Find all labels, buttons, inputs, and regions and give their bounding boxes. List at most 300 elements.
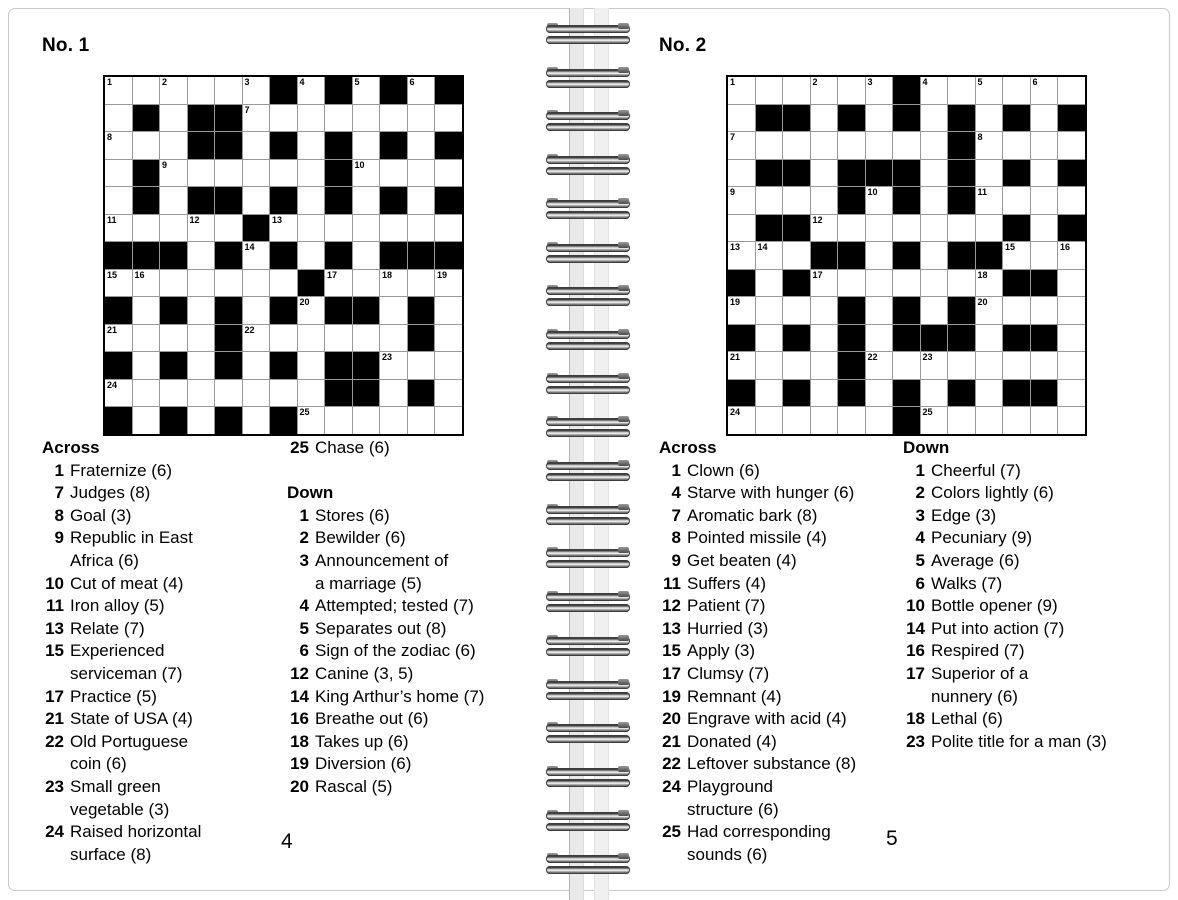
grid-cell[interactable]	[325, 325, 352, 352]
grid-cell[interactable]	[380, 380, 407, 407]
grid-cell[interactable]	[188, 407, 215, 434]
grid-cell[interactable]	[353, 215, 380, 242]
grid-cell[interactable]	[1058, 132, 1085, 159]
grid-cell[interactable]	[1031, 215, 1058, 242]
grid-cell[interactable]	[1058, 407, 1085, 434]
grid-cell[interactable]	[756, 352, 783, 379]
grid-cell[interactable]	[188, 215, 215, 242]
grid-cell[interactable]	[188, 270, 215, 297]
grid-cell[interactable]	[298, 325, 325, 352]
cell-number: 4	[922, 77, 928, 87]
grid-cell[interactable]	[976, 187, 1003, 214]
grid-cell[interactable]	[1058, 380, 1085, 407]
grid-cell[interactable]	[380, 407, 407, 434]
grid-cell[interactable]	[783, 77, 810, 104]
grid-cell[interactable]	[728, 407, 755, 434]
clue-item	[659, 505, 856, 528]
grid-cell-black	[948, 297, 975, 324]
grid-cell[interactable]	[435, 325, 462, 352]
grid-cell[interactable]	[380, 160, 407, 187]
grid-cell[interactable]	[756, 187, 783, 214]
grid-cell[interactable]	[408, 270, 435, 297]
clue-text: Announcement of a marriage (5)	[315, 550, 449, 593]
grid-cell[interactable]	[408, 187, 435, 214]
grid-cell[interactable]	[866, 380, 893, 407]
cell-number: 16	[134, 269, 145, 280]
grid-cell[interactable]	[188, 77, 215, 104]
grid-cell[interactable]	[435, 215, 462, 242]
grid-cell[interactable]	[811, 132, 838, 159]
grid-cell-black	[215, 297, 242, 324]
grid-cell[interactable]	[133, 77, 160, 104]
grid-cell[interactable]	[1031, 407, 1058, 434]
grid-cell[interactable]	[866, 270, 893, 297]
grid-cell[interactable]	[976, 297, 1003, 324]
grid-cell[interactable]	[105, 215, 132, 242]
grid-cell[interactable]	[866, 297, 893, 324]
grid-cell[interactable]	[756, 132, 783, 159]
grid-cell[interactable]	[783, 187, 810, 214]
coil-bar	[546, 244, 630, 252]
grid-cell-black	[1003, 105, 1030, 132]
clue-item	[287, 527, 484, 550]
grid-cell[interactable]	[133, 407, 160, 434]
grid-cell[interactable]	[353, 242, 380, 269]
grid-cell[interactable]	[215, 160, 242, 187]
grid-cell[interactable]	[298, 242, 325, 269]
grid-cell[interactable]	[243, 160, 270, 187]
cell-number: 1	[730, 77, 736, 87]
grid-cell[interactable]	[1058, 187, 1085, 214]
grid-cell[interactable]	[1031, 160, 1058, 187]
grid-cell[interactable]	[298, 160, 325, 187]
grid-cell[interactable]	[160, 215, 187, 242]
grid-cell-black	[435, 187, 462, 214]
grid-cell[interactable]	[976, 215, 1003, 242]
grid-cell[interactable]	[948, 352, 975, 379]
clue-column-right-across	[659, 437, 856, 866]
grid-cell[interactable]	[866, 352, 893, 379]
grid-cell[interactable]	[133, 380, 160, 407]
grid-cell[interactable]	[380, 352, 407, 379]
grid-cell[interactable]	[811, 325, 838, 352]
clue-text: Apply (3)	[687, 641, 756, 661]
spiral-coil	[546, 112, 630, 131]
grid-cell[interactable]	[976, 132, 1003, 159]
grid-cell[interactable]	[105, 160, 132, 187]
clue-item	[659, 573, 856, 596]
grid-cell[interactable]	[435, 160, 462, 187]
grid-cell[interactable]	[353, 160, 380, 187]
grid-cell[interactable]	[893, 215, 920, 242]
grid-cell[interactable]	[728, 160, 755, 187]
grid-cell[interactable]	[921, 297, 948, 324]
grid-cell[interactable]	[160, 160, 187, 187]
grid-cell[interactable]	[1058, 242, 1085, 269]
clue-number: 5	[915, 550, 925, 570]
grid-cell[interactable]	[783, 297, 810, 324]
grid-cell[interactable]	[728, 297, 755, 324]
grid-cell-black	[728, 325, 755, 352]
grid-cell[interactable]	[105, 77, 132, 104]
grid-cell[interactable]	[1003, 187, 1030, 214]
cell-number: 9	[162, 159, 168, 170]
grid-cell[interactable]	[353, 325, 380, 352]
grid-cell[interactable]	[728, 105, 755, 132]
grid-cell[interactable]	[1031, 352, 1058, 379]
grid-cell[interactable]	[948, 77, 975, 104]
grid-cell[interactable]	[298, 352, 325, 379]
clue-item	[287, 437, 484, 460]
grid-cell[interactable]	[811, 407, 838, 434]
grid-cell[interactable]	[408, 407, 435, 434]
grid-cell[interactable]	[408, 352, 435, 379]
grid-cell-black	[325, 132, 352, 159]
coil-bar	[546, 287, 630, 295]
grid-cell[interactable]	[133, 352, 160, 379]
grid-cell[interactable]	[811, 160, 838, 187]
clue-number: 13	[662, 618, 681, 638]
grid-cell[interactable]	[838, 270, 865, 297]
grid-cell[interactable]	[380, 270, 407, 297]
grid-cell[interactable]	[838, 215, 865, 242]
grid-cell[interactable]	[1031, 105, 1058, 132]
grid-cell[interactable]	[976, 380, 1003, 407]
grid-cell[interactable]	[160, 187, 187, 214]
grid-cell[interactable]	[435, 270, 462, 297]
grid-cell[interactable]	[435, 105, 462, 132]
cell-number: 13	[272, 214, 283, 225]
grid-cell-black	[1058, 160, 1085, 187]
grid-cell[interactable]	[976, 77, 1003, 104]
grid-cell[interactable]	[188, 160, 215, 187]
clue-item	[659, 482, 856, 505]
grid-cell[interactable]	[1058, 270, 1085, 297]
grid-cell[interactable]	[270, 105, 297, 132]
grid-cell[interactable]	[105, 105, 132, 132]
grid-cell[interactable]	[1058, 325, 1085, 352]
grid-cell[interactable]	[811, 105, 838, 132]
grid-cell[interactable]	[866, 132, 893, 159]
grid-cell[interactable]	[325, 215, 352, 242]
grid-cell[interactable]	[380, 297, 407, 324]
grid-cell[interactable]	[756, 297, 783, 324]
cell-number: 20	[977, 297, 988, 307]
grid-cell[interactable]	[866, 77, 893, 104]
grid-cell-black	[783, 380, 810, 407]
grid-cell[interactable]	[811, 297, 838, 324]
grid-cell[interactable]	[976, 325, 1003, 352]
clue-text: Fraternize (6)	[70, 460, 173, 480]
grid-cell[interactable]	[270, 160, 297, 187]
grid-cell[interactable]	[893, 270, 920, 297]
grid-cell[interactable]	[353, 132, 380, 159]
grid-cell[interactable]	[728, 242, 755, 269]
grid-cell[interactable]	[408, 215, 435, 242]
grid-cell[interactable]	[243, 105, 270, 132]
clue-text: Aromatic bark (8)	[687, 505, 818, 525]
grid-cell[interactable]	[811, 215, 838, 242]
spiral-coil	[546, 593, 630, 612]
grid-cell[interactable]	[105, 270, 132, 297]
grid-cell[interactable]	[325, 407, 352, 434]
grid-cell[interactable]	[298, 105, 325, 132]
clue-text: Remnant (4)	[687, 686, 782, 706]
grid-cell[interactable]	[215, 215, 242, 242]
clue-text: Colors lightly (6)	[931, 483, 1054, 503]
grid-cell-black	[948, 187, 975, 214]
grid-cell[interactable]	[243, 132, 270, 159]
grid-cell[interactable]	[298, 77, 325, 104]
grid-cell[interactable]	[243, 325, 270, 352]
spiral-coil	[546, 25, 630, 44]
grid-cell[interactable]	[756, 325, 783, 352]
coil-bar	[546, 36, 630, 44]
grid-cell[interactable]	[270, 325, 297, 352]
cell-number: 7	[730, 132, 736, 142]
coil-bar	[546, 200, 630, 208]
grid-cell[interactable]	[160, 325, 187, 352]
grid-cell[interactable]	[1031, 187, 1058, 214]
grid-cell[interactable]	[133, 215, 160, 242]
grid-cell[interactable]	[921, 352, 948, 379]
grid-cell[interactable]	[160, 77, 187, 104]
grid-cell[interactable]	[728, 187, 755, 214]
grid-cell[interactable]	[105, 380, 132, 407]
grid-cell[interactable]	[435, 407, 462, 434]
grid-cell[interactable]	[1058, 77, 1085, 104]
grid-cell[interactable]	[838, 132, 865, 159]
clue-item	[903, 482, 1107, 505]
grid-cell-black	[133, 242, 160, 269]
grid-cell[interactable]	[921, 105, 948, 132]
grid-cell[interactable]	[353, 105, 380, 132]
grid-cell[interactable]	[270, 380, 297, 407]
cell-number: 16	[1060, 242, 1071, 252]
clue-number: 23	[906, 731, 925, 751]
grid-cell[interactable]	[160, 105, 187, 132]
grid-cell[interactable]	[921, 270, 948, 297]
grid-cell[interactable]	[215, 270, 242, 297]
grid-cell[interactable]	[298, 297, 325, 324]
grid-cell[interactable]	[921, 242, 948, 269]
grid-cell[interactable]	[976, 352, 1003, 379]
grid-cell[interactable]	[435, 297, 462, 324]
clue-number: 21	[662, 731, 681, 751]
clue-number: 1	[54, 460, 64, 480]
grid-cell[interactable]	[756, 407, 783, 434]
clue-item	[287, 663, 484, 686]
clue-number: 14	[290, 686, 309, 706]
grid-cell-black	[756, 215, 783, 242]
clue-item	[903, 527, 1107, 550]
grid-cell-black	[270, 242, 297, 269]
grid-cell[interactable]	[1031, 77, 1058, 104]
grid-cell[interactable]	[1058, 297, 1085, 324]
clue-number: 5	[299, 618, 309, 638]
grid-cell[interactable]	[243, 242, 270, 269]
grid-cell[interactable]	[728, 77, 755, 104]
grid-cell[interactable]	[811, 270, 838, 297]
grid-cell[interactable]	[380, 105, 407, 132]
grid-cell[interactable]	[756, 270, 783, 297]
grid-cell[interactable]	[1031, 297, 1058, 324]
grid-cell[interactable]	[188, 242, 215, 269]
grid-cell[interactable]	[133, 270, 160, 297]
grid-cell[interactable]	[133, 132, 160, 159]
grid-cell[interactable]	[783, 352, 810, 379]
clue-number: 19	[290, 754, 309, 774]
grid-cell[interactable]	[408, 160, 435, 187]
grid-cell[interactable]	[105, 325, 132, 352]
grid-cell[interactable]	[160, 380, 187, 407]
clue-text: Cut of meat (4)	[70, 573, 184, 593]
grid-cell[interactable]	[298, 215, 325, 242]
grid-cell[interactable]	[838, 77, 865, 104]
clue-item	[42, 573, 201, 596]
grid-cell[interactable]	[921, 380, 948, 407]
grid-cell[interactable]	[811, 352, 838, 379]
grid-cell[interactable]	[838, 407, 865, 434]
clue-item	[903, 640, 1107, 663]
grid-cell[interactable]	[728, 352, 755, 379]
grid-cell-black	[948, 380, 975, 407]
grid-cell[interactable]	[976, 407, 1003, 434]
clue-item	[287, 731, 484, 754]
grid-cell[interactable]	[1003, 352, 1030, 379]
spiral-coil	[546, 724, 630, 743]
grid-cell[interactable]	[298, 132, 325, 159]
grid-cell[interactable]	[243, 77, 270, 104]
grid-cell[interactable]	[921, 160, 948, 187]
grid-cell[interactable]	[215, 380, 242, 407]
grid-cell[interactable]	[325, 270, 352, 297]
grid-cell[interactable]	[1031, 242, 1058, 269]
grid-cell[interactable]	[380, 325, 407, 352]
clue-text: Clumsy (7)	[687, 663, 770, 683]
clue-section-heading: Across	[42, 438, 100, 457]
grid-cell[interactable]	[1058, 352, 1085, 379]
grid-cell[interactable]	[243, 407, 270, 434]
clue-number: 3	[299, 550, 309, 570]
grid-cell[interactable]	[1031, 132, 1058, 159]
clue-item	[659, 753, 856, 776]
clue-number: 15	[45, 641, 64, 661]
grid-cell[interactable]	[408, 132, 435, 159]
grid-cell[interactable]	[435, 380, 462, 407]
coil-bar	[546, 255, 630, 263]
clue-text: Attempted; tested (7)	[315, 596, 474, 616]
grid-cell[interactable]	[380, 215, 407, 242]
grid-cell[interactable]	[921, 132, 948, 159]
grid-cell[interactable]	[435, 352, 462, 379]
grid-cell[interactable]	[1003, 407, 1030, 434]
grid-cell[interactable]	[133, 297, 160, 324]
grid-cell[interactable]	[270, 270, 297, 297]
grid-cell[interactable]	[1003, 132, 1030, 159]
grid-cell[interactable]	[976, 270, 1003, 297]
grid-cell[interactable]	[215, 77, 242, 104]
grid-cell[interactable]	[105, 132, 132, 159]
coil-bar	[546, 866, 630, 874]
grid-cell[interactable]	[811, 187, 838, 214]
grid-cell[interactable]	[160, 270, 187, 297]
grid-cell[interactable]	[188, 297, 215, 324]
grid-cell[interactable]	[188, 352, 215, 379]
grid-cell[interactable]	[243, 352, 270, 379]
grid-cell[interactable]	[243, 297, 270, 324]
grid-cell[interactable]	[243, 380, 270, 407]
grid-cell[interactable]	[243, 187, 270, 214]
grid-cell[interactable]	[160, 132, 187, 159]
grid-cell[interactable]	[893, 132, 920, 159]
grid-cell[interactable]	[866, 105, 893, 132]
grid-cell[interactable]	[866, 325, 893, 352]
grid-cell[interactable]	[298, 380, 325, 407]
grid-cell[interactable]	[353, 77, 380, 104]
grid-cell[interactable]	[188, 380, 215, 407]
grid-cell[interactable]	[948, 407, 975, 434]
grid-cell[interactable]	[921, 407, 948, 434]
grid-cell[interactable]	[976, 160, 1003, 187]
grid-cell[interactable]	[728, 215, 755, 242]
grid-cell[interactable]	[728, 132, 755, 159]
grid-cell[interactable]	[298, 407, 325, 434]
grid-cell[interactable]	[243, 270, 270, 297]
grid-cell[interactable]	[408, 105, 435, 132]
grid-cell[interactable]	[408, 77, 435, 104]
grid-cell[interactable]	[353, 270, 380, 297]
grid-cell[interactable]	[353, 407, 380, 434]
grid-cell[interactable]	[353, 187, 380, 214]
grid-cell[interactable]	[105, 187, 132, 214]
grid-cell[interactable]	[783, 242, 810, 269]
grid-cell[interactable]	[325, 105, 352, 132]
grid-cell[interactable]	[298, 187, 325, 214]
grid-cell[interactable]	[948, 215, 975, 242]
grid-cell[interactable]	[948, 270, 975, 297]
grid-cell[interactable]	[893, 352, 920, 379]
grid-cell[interactable]	[188, 325, 215, 352]
grid-cell[interactable]	[133, 325, 160, 352]
grid-cell[interactable]	[866, 215, 893, 242]
grid-cell-black	[728, 380, 755, 407]
grid-cell[interactable]	[921, 187, 948, 214]
grid-cell[interactable]	[976, 105, 1003, 132]
grid-cell[interactable]	[1003, 77, 1030, 104]
grid-cell[interactable]	[921, 77, 948, 104]
clue-text: Had corresponding sounds (6)	[687, 822, 831, 864]
grid-cell-black	[215, 325, 242, 352]
grid-cell[interactable]	[783, 132, 810, 159]
grid-cell[interactable]	[783, 407, 810, 434]
grid-cell[interactable]	[756, 380, 783, 407]
grid-cell[interactable]	[811, 77, 838, 104]
grid-cell[interactable]	[866, 242, 893, 269]
grid-cell[interactable]	[756, 242, 783, 269]
grid-cell[interactable]	[756, 77, 783, 104]
grid-cell[interactable]	[866, 407, 893, 434]
grid-cell[interactable]	[811, 380, 838, 407]
grid-cell[interactable]	[866, 187, 893, 214]
clue-number: 7	[54, 483, 64, 503]
grid-cell-black	[270, 77, 297, 104]
grid-cell[interactable]	[921, 215, 948, 242]
grid-cell[interactable]	[1003, 242, 1030, 269]
grid-cell[interactable]	[1003, 297, 1030, 324]
clue-text: Bewilder (6)	[315, 528, 406, 548]
grid-cell[interactable]	[270, 215, 297, 242]
